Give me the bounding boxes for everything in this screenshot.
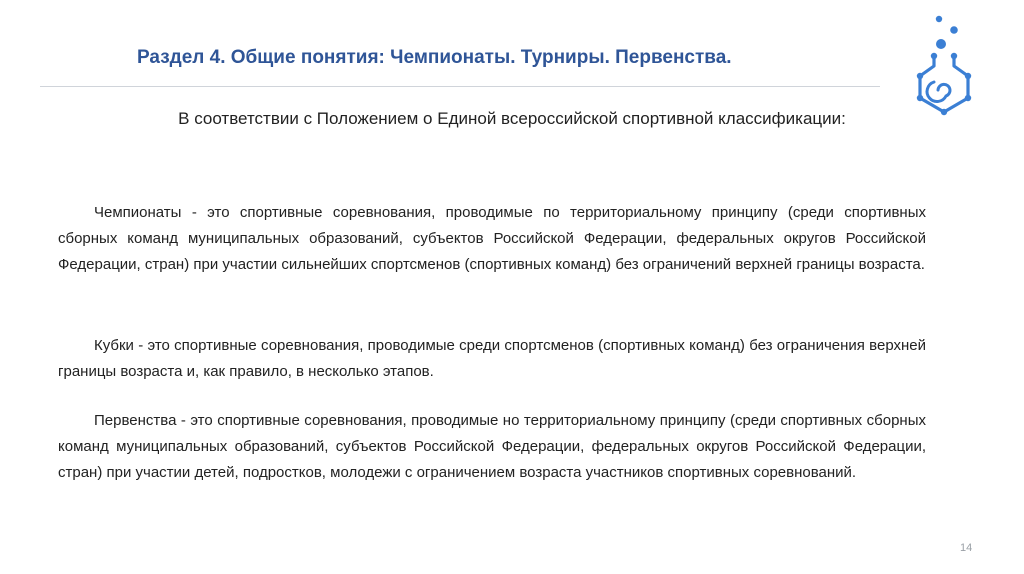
title-divider bbox=[40, 86, 880, 87]
page-number: 14 bbox=[960, 542, 973, 554]
paragraph-youth-championships: Первенства - это спортивные соревнования, проводимые но территориальному принципу (среди спортивных сборных команд муниципальных образований, субъектов Российской Федерации, федеральных округов Российской Федерации, стран) при участии детей, подростков, молодежи с ограничением возраста участников спортивных соревнований. bbox=[58, 412, 926, 481]
flask-logo-icon bbox=[910, 12, 982, 122]
intro-text: В соответствии с Положением о Единой всероссийской спортивной классификации: bbox=[178, 109, 846, 128]
paragraph-championships: Чемпионаты - это спортивные соревнования, проводимые по территориальному принципу (среди спортивных сборных команд муниципальных образований, субъектов Российской Федерации, федеральных округов Российской Федерации, стран) при участии сильнейших спортсменов (спортивных команд) без ограничений верхней границы возраста. bbox=[58, 204, 926, 273]
page-title: Раздел 4. Общие понятия: Чемпионаты. Турниры. Первенства. bbox=[137, 47, 732, 68]
paragraph-cups: Кубки - это спортивные соревнования, проводимые среди спортсменов (спортивных команд) без ограничения верхней границы возраста и, как правило, в несколько этапов. bbox=[58, 337, 926, 380]
